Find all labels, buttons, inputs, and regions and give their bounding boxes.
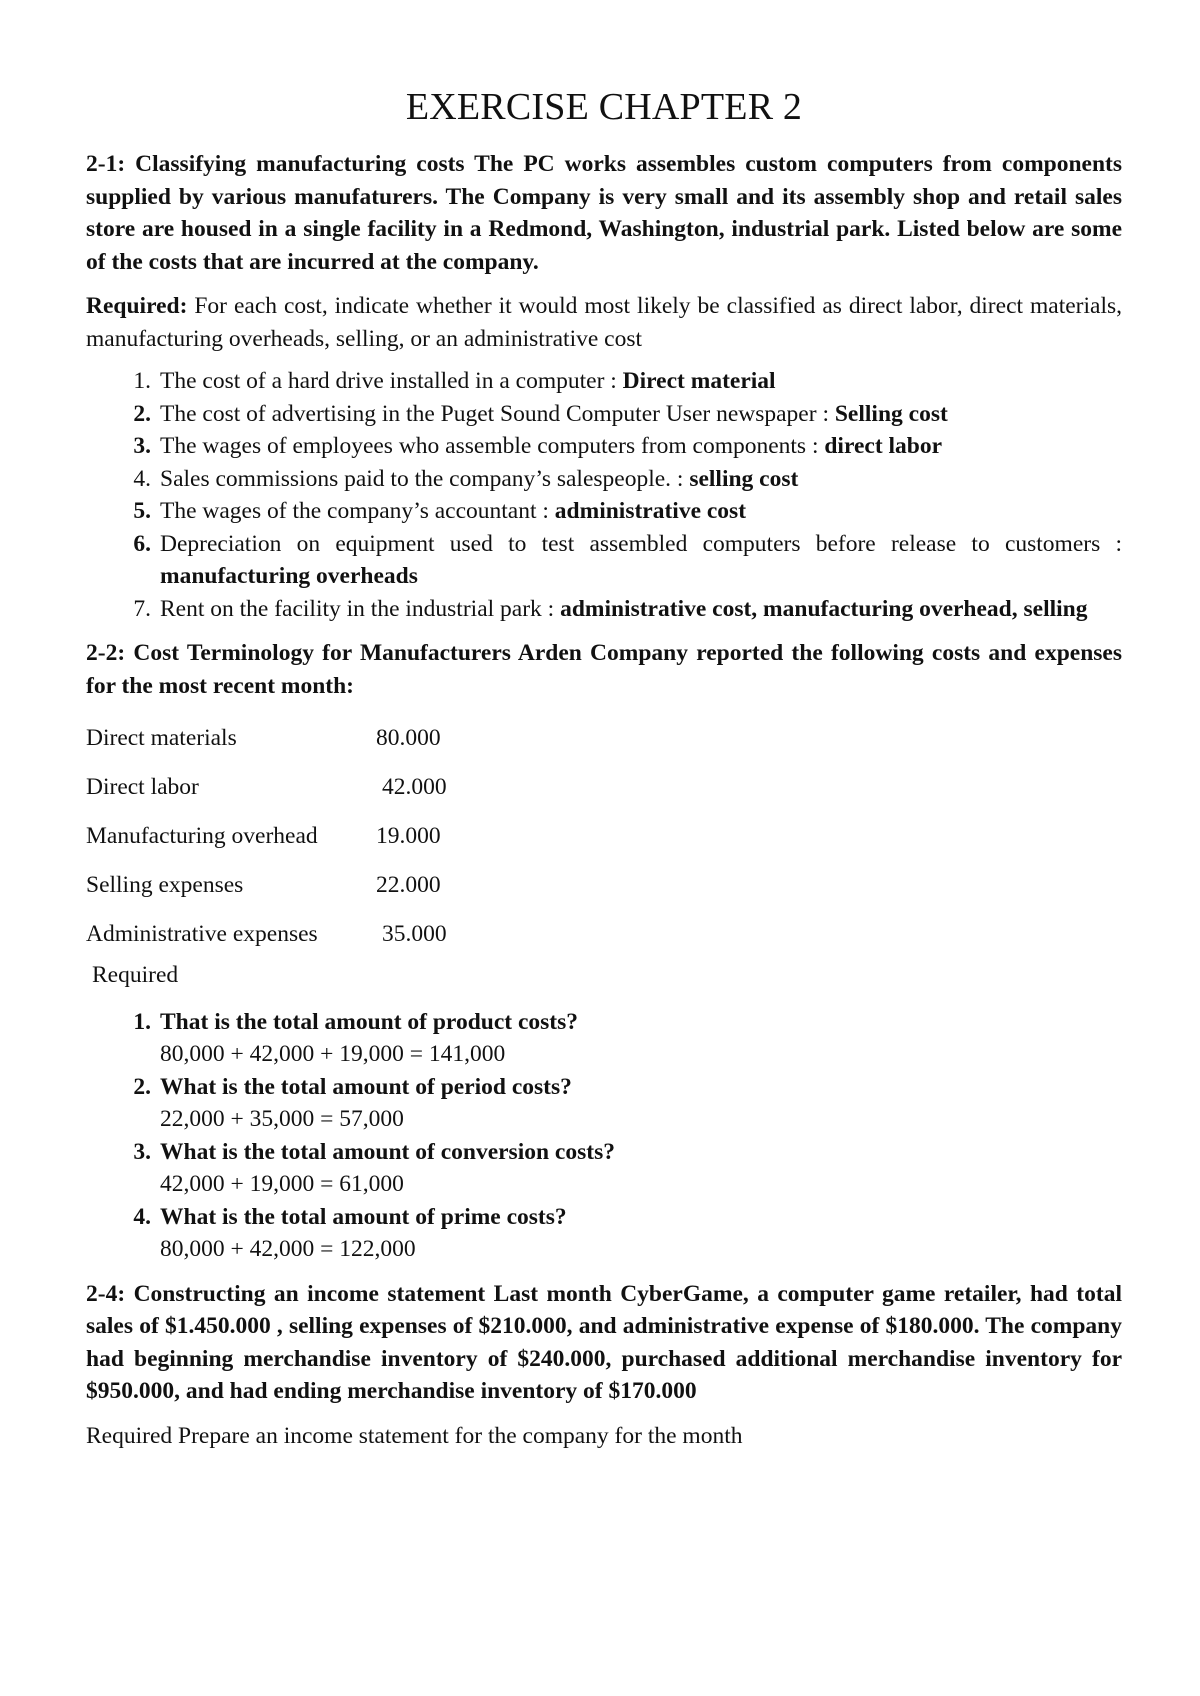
item-number: 1. bbox=[133, 368, 151, 394]
cost-value: 80.000 bbox=[376, 725, 441, 752]
cost-label: Selling expenses bbox=[86, 872, 244, 899]
list-item bbox=[86, 1201, 1122, 1266]
cost-value: 42.000 bbox=[382, 774, 447, 801]
question-number: 1. bbox=[133, 1008, 151, 1035]
item-number: 6. bbox=[133, 530, 151, 557]
cost-value: 35.000 bbox=[382, 921, 447, 948]
exercise-2-1-required bbox=[86, 290, 1122, 355]
cost-classification-list bbox=[86, 365, 1122, 625]
cost-label: Administrative expenses bbox=[86, 921, 318, 948]
item-text: The wages of the company’s accountant : bbox=[160, 498, 555, 524]
question-answer: 80,000 + 42,000 + 19,000 = 141,000 bbox=[160, 1041, 506, 1067]
item-number: 4. bbox=[133, 465, 151, 492]
list-item bbox=[86, 528, 1122, 593]
required-label: Required: bbox=[86, 293, 188, 319]
list-item bbox=[86, 1006, 1122, 1071]
item-text: Sales commissions paid to the company’s salespeople. : bbox=[160, 465, 690, 492]
item-text: The cost of advertising in the Puget Sound Computer User newspaper : bbox=[160, 400, 835, 427]
list-item bbox=[86, 430, 1122, 463]
item-answer: Direct material bbox=[622, 368, 776, 394]
question-answer: 22,000 + 35,000 = 57,000 bbox=[160, 1106, 404, 1132]
list-item bbox=[86, 365, 1122, 398]
table-row bbox=[86, 812, 1122, 861]
list-item bbox=[86, 398, 1122, 431]
item-number: 5. bbox=[133, 498, 151, 524]
question-list bbox=[86, 1006, 1122, 1266]
table-row bbox=[86, 861, 1122, 910]
item-number: 2. bbox=[133, 400, 151, 427]
list-item bbox=[86, 495, 1122, 528]
item-answer: selling cost bbox=[689, 465, 799, 492]
page-title: EXERCISE CHAPTER 2 bbox=[405, 86, 803, 128]
item-answer: administrative cost bbox=[554, 498, 747, 524]
cost-label: Manufacturing overhead bbox=[86, 823, 318, 850]
item-number: 7. bbox=[133, 595, 151, 622]
list-item bbox=[86, 1136, 1122, 1201]
cost-value: 19.000 bbox=[376, 823, 441, 850]
list-item bbox=[86, 463, 1122, 496]
table-row bbox=[86, 714, 1122, 763]
item-text: Depreciation on equipment used to test assembled computers before release to customers : bbox=[160, 530, 1122, 557]
item-answer: direct labor bbox=[824, 433, 943, 459]
exercise-2-2-heading: 2-2: Cost Terminology for Manufacturers Arden Company reported the following costs and expenses for the most recent month: bbox=[86, 640, 1122, 699]
question-number: 3. bbox=[133, 1138, 151, 1165]
cost-value: 22.000 bbox=[376, 872, 441, 899]
item-answer: administrative cost, manufacturing overhead, selling bbox=[560, 595, 1088, 622]
question-text: What is the total amount of prime costs? bbox=[160, 1203, 567, 1230]
question-text: That is the total amount of product costs? bbox=[160, 1008, 579, 1035]
exercise-2-1-heading: 2-1: Classifying manufacturing costs The PC works assembles custom computers from components supplied by various manufaturers. The Company is very small and its assembly shop and retail sales store are housed in a single facility in a Redmond, Washington, industrial park. Listed below are some of the costs that are incurred at the company. bbox=[86, 151, 1122, 275]
question-text: What is the total amount of conversion costs? bbox=[160, 1138, 615, 1165]
cost-label: Direct labor bbox=[86, 774, 199, 801]
cost-label: Direct materials bbox=[86, 725, 237, 752]
item-text: Rent on the facility in the industrial park : bbox=[160, 595, 561, 622]
item-answer: manufacturing overheads bbox=[160, 563, 418, 589]
item-text: The cost of a hard drive installed in a computer : bbox=[160, 368, 623, 394]
question-number: 4. bbox=[133, 1203, 151, 1230]
list-item bbox=[86, 1071, 1122, 1136]
item-text: The wages of employees who assemble computers from components : bbox=[160, 433, 825, 459]
question-answer: 80,000 + 42,000 = 122,000 bbox=[160, 1236, 416, 1262]
item-number: 3. bbox=[133, 433, 151, 459]
question-text: What is the total amount of period costs? bbox=[160, 1073, 572, 1100]
question-number: 2. bbox=[133, 1073, 151, 1100]
list-item bbox=[86, 593, 1122, 626]
question-answer: 42,000 + 19,000 = 61,000 bbox=[160, 1171, 404, 1197]
exercise-2-2-required: Required bbox=[92, 962, 179, 988]
table-row bbox=[86, 763, 1122, 812]
required-text: For each cost, indicate whether it would most likely be classified as direct labor, direct materials, manufacturing overheads, selling, or an administrative cost bbox=[86, 293, 1122, 352]
exercise-2-4-required: Required Prepare an income statement for the company for the month bbox=[86, 1422, 743, 1449]
table-row bbox=[86, 910, 1122, 959]
exercise-2-4-heading: 2-4: Constructing an income statement Last month CyberGame, a computer game retailer, had total sales of $1.450.000 , selling expenses of $210.000, and administrative expense of $180.000. The company had beginning merchandise inventory of $240.000, purchased additional merchandise inventory for $950.000, and had ending merchandise inventory of $170.000 bbox=[86, 1280, 1122, 1404]
item-answer: Selling cost bbox=[834, 400, 948, 427]
cost-table bbox=[86, 714, 1122, 959]
